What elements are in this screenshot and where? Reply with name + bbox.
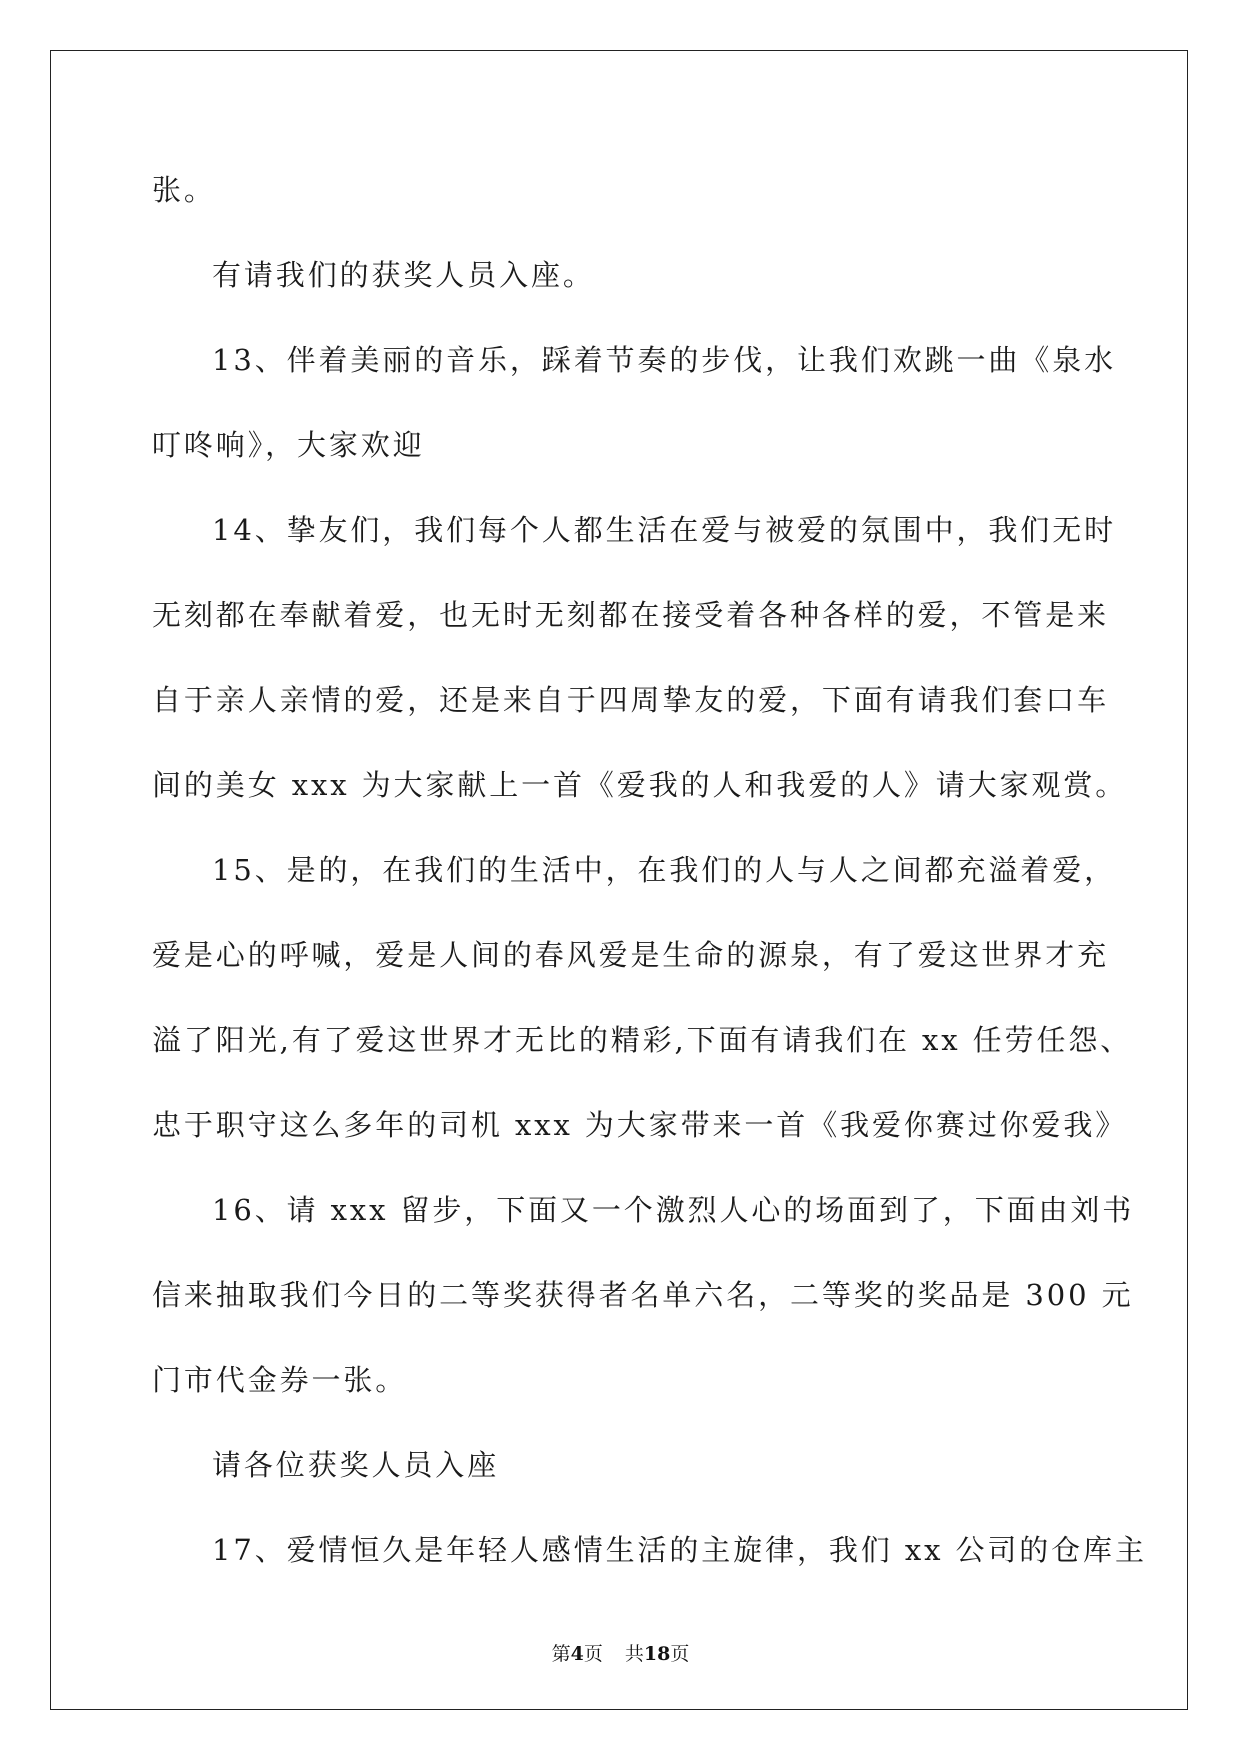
paragraph-14-line: 14、挚友们，我们每个人都生活在爱与被爱的氛围中，我们无时	[212, 513, 1117, 547]
text-line: 无刻都在奉献着爱，也无时无刻都在接受着各种各样的爱，不管是来	[152, 598, 1110, 632]
text-line: 自于亲人亲情的爱，还是来自于四周挚友的爱，下面有请我们套口车	[152, 683, 1110, 717]
paragraph-13-line: 13、伴着美丽的音乐，踩着节奏的步伐，让我们欢跳一曲《泉水	[212, 343, 1117, 377]
text-line: 溢了阳光,有了爱这世界才无比的精彩,下面有请我们在 xx 任劳任怨、	[152, 1023, 1133, 1057]
text-line: 门市代金券一张。	[152, 1363, 408, 1397]
text-line: 信来抽取我们今日的二等奖获得者名单六名，二等奖的奖品是 300 元	[152, 1278, 1134, 1312]
text-line: 爱是心的呼喊，爱是人间的春风爱是生命的源泉，有了爱这世界才充	[152, 938, 1110, 972]
total-label-prefix: 共	[624, 1643, 644, 1665]
total-label-suffix: 页	[670, 1643, 690, 1665]
page-label-suffix: 页	[583, 1643, 603, 1665]
text-line: 叮咚响》，大家欢迎	[152, 428, 425, 462]
page-footer	[0, 1642, 1241, 1666]
paragraph-16-line: 16、请 xxx 留步，下面又一个激烈人心的场面到了，下面由刘书	[212, 1193, 1135, 1227]
text-line: 忠于职守这么多年的司机 xxx 为大家带来一首《我爱你赛过你爱我》	[152, 1108, 1128, 1142]
text-line: 请各位获奖人员入座	[212, 1448, 500, 1482]
page-label-prefix: 第	[551, 1643, 571, 1665]
total-pages: 18	[643, 1643, 671, 1665]
page-number: 4	[570, 1643, 584, 1665]
paragraph-15-line: 15、是的，在我们的生活中，在我们的人与人之间都充溢着爱，	[212, 853, 1117, 887]
paragraph-17-line: 17、爱情恒久是年轻人感情生活的主旋律，我们 xx 公司的仓库主	[212, 1533, 1147, 1567]
text-line: 张。	[152, 173, 216, 207]
text-line: 间的美女 xxx 为大家献上一首《爱我的人和我爱的人》请大家观赏。	[152, 768, 1128, 802]
text-line: 有请我们的获奖人员入座。	[212, 258, 595, 292]
